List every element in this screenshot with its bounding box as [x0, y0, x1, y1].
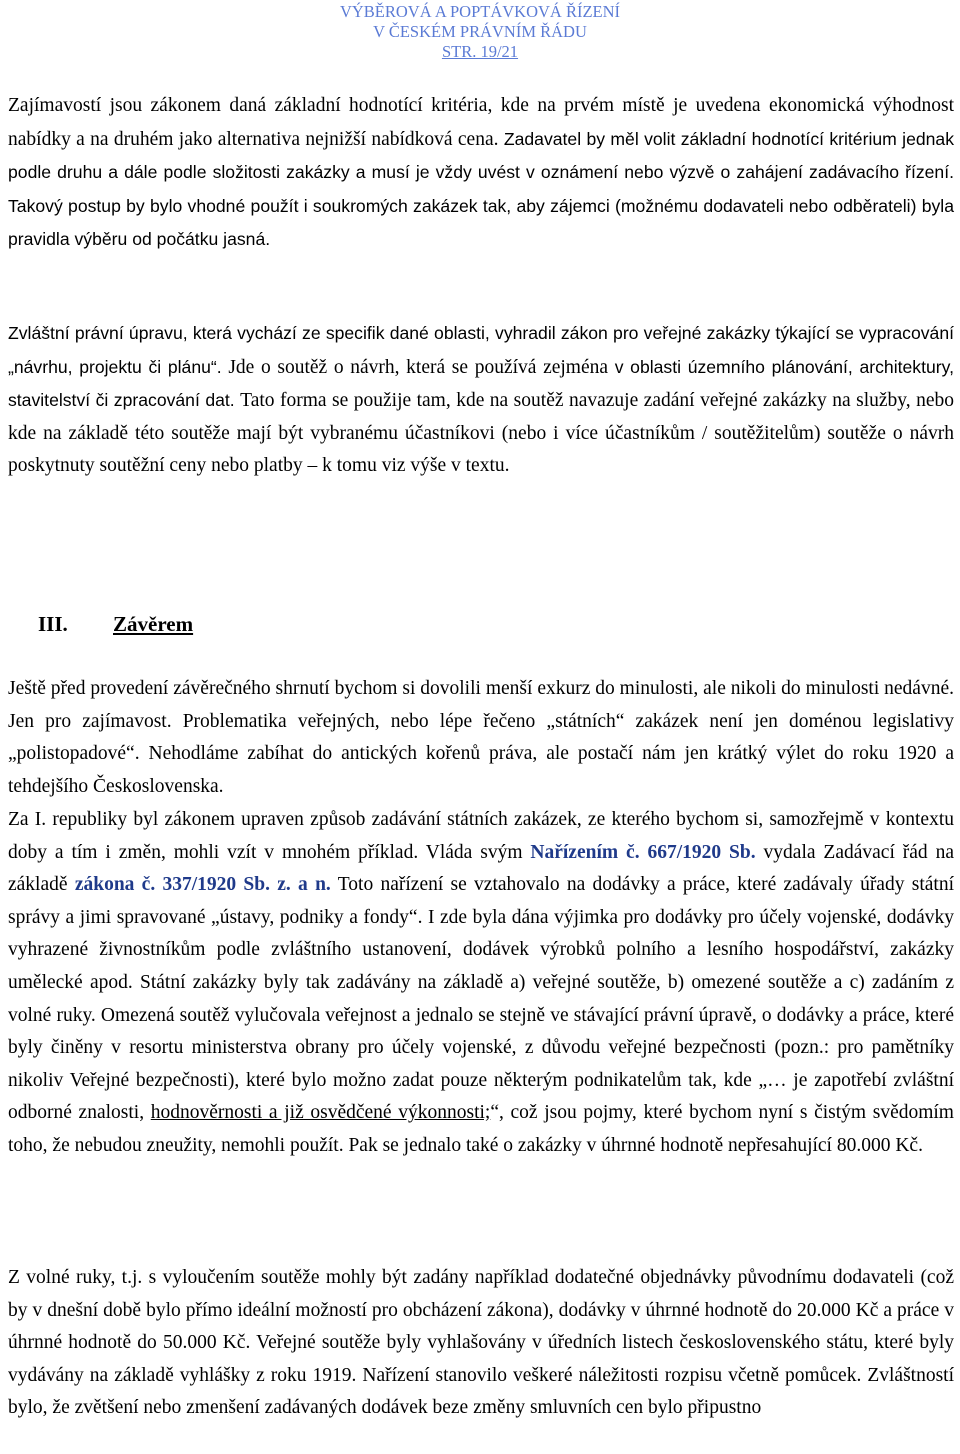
paragraph-design-contest-part1: Zvláštní právní úpravu, která vychází ze specifik dané oblasti, vyhradil zákon pro veřejné zakázky týkající se vypracování „návrhu, projektu či plánu“. [8, 323, 954, 377]
paragraph-criteria [8, 90, 954, 257]
header-title-line2: V ČESKÉM PRÁVNÍM ŘÁDU [373, 22, 587, 41]
section-heading [38, 612, 193, 637]
paragraph-free-hand [8, 1262, 954, 1425]
paragraph-first-republic-part1: Za I. republiky byl zákonem upraven způsob zadávání státních zakázek, ze kterého bychom si, samozřejmě v kontextu doby a tím i změn, mohli vzít v mnohém příklad. Vláda svým [8, 809, 954, 863]
paragraph-design-contest-part4: Tato forma se použije tam, kde na soutěž navazuje zadání veřejné zakázky na služby, nebo kde na základě této soutěže mají být vybranému účastníkovi (nebo i více účastníkům / soutěžitelům) soutěže o návrh poskytnuty soutěžní ceny nebo platby – k tomu viz výše v textu. [8, 390, 955, 477]
section-title: Závěrem [113, 612, 194, 636]
paragraph-first-republic-part3: Toto nařízení se vztahovalo na dodávky a práce, které zadávaly úřady státní správy a jimi spravované „ústavy, podniky a fondy“. I zde byla dána výjimka pro dodávky pro účely vojenské, dodávky vyhrazené živnostníkům podle zvláštního ustanovení, dodávek výrobků polního a lesního hospodářství, zakázky umělecké apod. Státní zakázky byly tak zadávány na základě a) veřejné soutěže, b) omezené soutěže a c) zadáním z volné ruky. Omezená soutěž vylučovala veřejnost a jednalo se stejně ve stávající právní úpravě, o dodávky a práce, které byly činěny v resortu ministerstva obrany pro účely vojenské, z důvodu veřejné bezpečnosti (pozn.: pro pamětníky nikoliv Veřejné bezpečnosti), které bylo možno zadat pouze některým podnikatelům tak, kde „… je zapotřebí zvláštní odborné znalosti, [8, 874, 954, 1124]
paragraph-criteria-part2: Zadavatel by měl volit základní hodnotící kritérium jednak podle druhu a dále podle složitosti zakázky a musí je vždy uvést v oznámení nebo výzvě o zahájení zadávacího řízení. Takový postup by bylo vhodné použít i soukromých zakázek tak, aby zájemci (možnému dodavateli nebo odběrateli) byla pravidla výběru od počátku jasná. [8, 128, 955, 250]
running-header [330, 2, 630, 62]
law-link[interactable]: zákona č. 337/1920 Sb. z. a n. [74, 874, 331, 896]
header-page-number: STR. 19/21 [441, 42, 519, 61]
paragraph-first-republic-part4: “, což jsou pojmy, které bychom nyní s čistým svědomím toho, že nebudou zneužity, nemohli použít. Pak se jednalo také o zakázky v úhrnné hodnotě nepřesahující 80.000 Kč. [8, 1102, 954, 1156]
paragraph-history-intro-text: Ještě před provedení závěrečného shrnutí bychom si dovolili menší exkurz do minulosti, ale nikoli do minulosti nedávné. Jen pro zajímavost. Problematika veřejných, nebo lépe řečeno „státních“ zakázek není jen doménou legislativy „polistopadové“. Nehodláme zabíhat do antických kořenů práva, ale postačí nám jen krátký výlet do roku 1920 a tehdejšího Československa. [8, 678, 954, 797]
paragraph-free-hand-text: Z volné ruky, t.j. s vyloučením soutěže mohly být zadány například dodatečné objednávky původnímu dodavateli (což by v dnešní době bylo přímo ideální možností pro obcházení zákona), dodávky v úhrnné hodnotě do 20.000 Kč a práce v úhrnné hodnotě do 50.000 Kč. Veřejné soutěže byly vyhlašovány v úředních listech československého státu, které byly vydávány na základě vyhlášky z roku 1919. Nařízení stanovilo veškeré náležitosti rozpisu včetně pomůcek. Zvláštností bylo, že zvětšení nebo zmenšení zadávaných dodávek beze změny smluvních cen bylo připustno [8, 1267, 954, 1419]
underlined-quote: hodnověrnosti a již osvědčené výkonnosti; [150, 1102, 491, 1124]
decree-link[interactable]: Nařízením č. 667/1920 Sb. [530, 841, 756, 863]
header-title-line1: VÝBĚROVÁ A POPTÁVKOVÁ ŘÍZENÍ [339, 2, 621, 21]
paragraph-first-republic-part2: vydala Zadávací řád na základě [8, 841, 954, 896]
paragraph-design-contest-part2: Jde o soutěž o návrh, která se používá zejména [228, 356, 615, 378]
paragraph-first-republic [8, 804, 954, 1163]
paragraph-history-intro [8, 673, 954, 803]
paragraph-criteria-part1: Zajímavostí jsou zákonem daná základní hodnotící kritéria, kde na prvém místě je uvedena ekonomická výhodnost nabídky a na druhém jako alternativa nejnižší nabídková cena. [8, 95, 954, 150]
paragraph-design-contest [8, 317, 954, 483]
paragraph-design-contest-part3: v oblasti územního plánování, architektury, stavitelství či zpracování dat. [8, 356, 955, 411]
section-number: III. [38, 612, 68, 636]
